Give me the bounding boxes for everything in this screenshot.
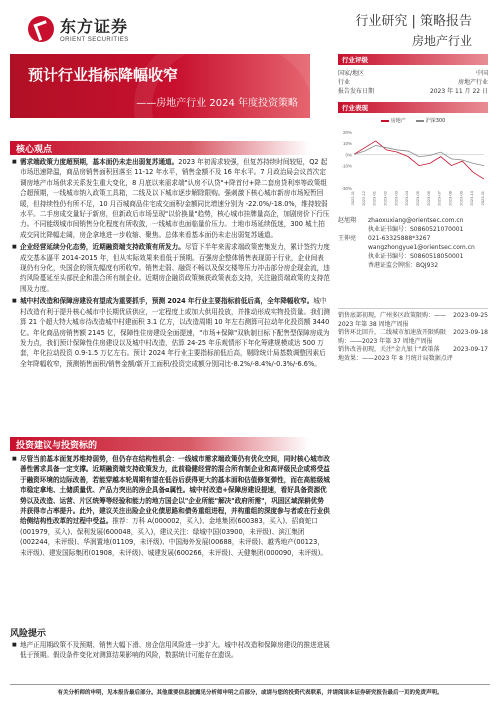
section-core-heading: 核心观点 bbox=[10, 141, 310, 155]
x-tick-label: 2023-04 bbox=[404, 191, 410, 206]
info-row: 国家/地区 中国 bbox=[338, 70, 488, 77]
related-report-item[interactable]: 购：——2023 年第 37 周地产周报 bbox=[338, 337, 433, 345]
x-tick-label: 2023-08 bbox=[447, 191, 453, 206]
report-subtitle: ——房地产行业 2024 年度投资策略 bbox=[136, 98, 298, 109]
y-tick-label: -10% bbox=[341, 163, 352, 169]
chart-legend bbox=[338, 117, 488, 124]
y-tick-label: 10% bbox=[342, 141, 352, 147]
footer-divider bbox=[10, 684, 490, 685]
logo-mark-icon bbox=[28, 16, 54, 42]
report-type: 行业研究 | 策略报告 bbox=[355, 14, 472, 29]
advice-paragraph: ■ 尽管当前基本面复苏维持弱势，但仍存在结构性机会：一线城市需求端政策仍有优化空间，同时核心城市改善性需求具备一定支撑。近期融资端支持政策发力，此前稳健经营的混合所有制企业和高评级民企或将受益于融资环境的边际改善，若能穿越本轮周期有望在低谷后获得更大的基本面和估值修复弹性，而在高能级城市稳定拿地、土储质量优、产品力突出的房企具备α属性。城中村改造+保障房建设提速，看好具备资源优势以及改造、运营、片区统筹等经验和能力的地方国企以"企业所能"解决"政府所需"，巩固区域深耕优势并获得市占率提升。此外，建议关注出险企业化债思路和债务重组进程，并构重组的深度参与者或在行业供给侧结构性改革的过程中受益。推荐：万科 A(000002，买入)、金地集团(600383，买入)、招商蛇口(001979，买入)、保利发展(600048，买入)，建议关注：绿城中国(03900，未评级)、滨江集团(002244，未评级)、华润置地(01109，未评级)、中国海外发展(00688，未评级)、越秀地产(00123，未评级)、建发国际集团(01908，未评级)、城建发展(600266，未评级)、天健集团(000090，未评级)。 bbox=[12, 454, 330, 558]
report-title: 预计行业指标降幅收窄 bbox=[28, 66, 179, 84]
logo-en: ORIENT SECURITIES bbox=[60, 37, 129, 43]
core-paragraph-2: ■ 企业经营延续分化态势，近期融资端支持政策有所发力。尽管下半年来需求端政策密集发力，累计签约力度成交基本逼平 2014-2015 年，但从实际效果来看低于预期。百强房企整体销售表现弱于行业，企业间表现仍有分化，央国企的领先幅度有所收窄。销售走弱、融资不畅以及保交楼等压力冲击部分房企现金流，违约风险蔓延至头部民企和混合所有制企业。近期房企融资政策频获政策表态支持，关注融资端政策的支持范围及力度。 bbox=[12, 242, 330, 294]
performance-chart bbox=[338, 128, 488, 210]
x-tick-label: 2023-03 bbox=[393, 191, 399, 206]
rating-heading: 行业评级 bbox=[338, 54, 488, 65]
x-tick-label: 2022-11 bbox=[350, 191, 355, 206]
related-report-item[interactable]: 地效果：——2023 年 8 月统计局数据点评 bbox=[338, 354, 453, 362]
company-logo bbox=[28, 14, 129, 43]
related-report-item[interactable]: 2023 年第 38 周地产周报 bbox=[338, 320, 409, 328]
analyst-name: 王伸亮 bbox=[338, 235, 357, 242]
analyst-block bbox=[338, 216, 488, 270]
risk-text bbox=[12, 640, 330, 661]
core-text bbox=[12, 157, 330, 369]
risk-heading: 风险提示 bbox=[10, 629, 47, 639]
analyst-name: 赵旭翔 bbox=[338, 217, 357, 224]
footer-disclaimer: 有关分析师的申明，见本报告最后部分。其他重要信息披露见分析师申明之后部分，或请与您的投资代表联系，并请阅读本证券研究报告最后一页的免责声明。 bbox=[57, 690, 443, 696]
x-tick-label: 2022-12 bbox=[360, 191, 366, 206]
performance-heading: 行业表现 bbox=[338, 102, 488, 113]
core-paragraph-1: ■ 需求端政策力度超预期，基本面仍未走出弱复苏通道。2023 年初需求较强，但复苏持续时间较短，Q2 起市场迅速降温，商品房销售面积回落至 11-12 年水平，销售金额不及 16 年水平。7 月政治局会议首次定调房地产市场供求关系发生重大变化，8 月底以来需求端"认房不认贷"+降首付+降二套房贷利率等政策组合超预期，一线城市纳入政策工具箱，二线及以下城市逐步解除限购。强刺激下核心城市新房市场短暂回暖，但持续性仍有所不足，10 月百城商品住宅成交面积/金额同比增速分别为 -22.0%/-18.0%，维持较弱水平。二手房成交量好于新房，但新政后市场呈现"以价换量"趋势，核心城市挂牌量高企，加剧房价下行压力。不同能级城市间销售分化程度有所收敛，一线城市也面临量价压力。土地市场延续低迷，300 城土拍成交同比降幅走阔，房企拿地进一步收缩、聚焦。总体来看基本面仍未走出弱复苏通道。 bbox=[12, 157, 330, 240]
y-tick-label: 20% bbox=[342, 130, 352, 135]
x-tick-label: 2023-10 bbox=[469, 191, 475, 206]
related-report-item[interactable]: 销售底部初现，广州多区政策限购：—— 2023-09-25 bbox=[338, 312, 488, 319]
analyst-email[interactable]: zhaoxuxiang@orientsec.com.cn bbox=[368, 217, 464, 224]
risk-paragraph: ■ 地产正用期政策不及预期、销售大幅下滑、房企信用风险进一步扩大。城中村改造和保障房建设的推进进展低于预期。假设条件变化对测算结果影响的风险，数据统计可能存在遗误。 bbox=[12, 640, 330, 661]
analyst-phone: 021-63325888*3267 bbox=[368, 235, 431, 242]
core-paragraph-3: ■ 城中村改造和保障房建设有望成为重要抓手，预测 2024 年行业主要指标前低后高，全年降幅收窄。城中村改造有利于提升核心城市中长期优质供应，一定程度上或加大供用投放，并推动形成实物投资量。我们测算 21 个超大特大城市待改造城中村建面积 3.1 亿方，以改造周期 10 年左右测算可拉动年化投资额 3440 亿。年化商品房销售额 2145 亿，保障性住房建设全面提速，"市场+保障"双轨制目标下配售型保障房成为发力点，我们预计保障性住房建设以及城中村改造，估算 24-25 年乐观情形下年化筹建规模或达 500 万套，年化拉动投资 0.9-1.5 万亿左右。预计 2024 年行业主要指标前低后高，剔除统计局基数调整因素后全年降幅收窄，预测销售面积/销售金额/新开工面积/投资完成额分别同比-8.2%/-8.4%/-0.3%/-6.6%。 bbox=[12, 296, 330, 369]
x-tick-label: 2023-05 bbox=[415, 191, 420, 206]
report-header bbox=[355, 10, 472, 49]
industry-name: 房地产行业 bbox=[411, 34, 472, 48]
section-advice-heading: 投资建议与投资标的 bbox=[10, 437, 310, 451]
related-reports bbox=[338, 308, 488, 364]
y-tick-label: -30% bbox=[341, 186, 352, 191]
related-report-item[interactable]: 销售改善初现，关注"金九银十"政策落 2023-09-17 bbox=[338, 346, 488, 354]
x-tick-label: 2023-09 bbox=[458, 191, 464, 206]
x-tick-label: 2023-07 bbox=[436, 191, 442, 206]
info-row: 报告发布日期 2023 年 11 月 22 日 bbox=[338, 88, 488, 95]
analyst-email[interactable]: wangzhongyue1@orientsec.com.cn bbox=[368, 244, 475, 251]
performance-chart-svg bbox=[338, 128, 488, 210]
y-tick-label: 0% bbox=[345, 152, 352, 158]
analyst-cert: 执业证书编号：S0860518050001 bbox=[368, 253, 464, 260]
title-banner bbox=[10, 54, 310, 118]
sidebar bbox=[338, 54, 488, 364]
legend-item-csi300: 沪深300 bbox=[416, 117, 446, 124]
logo-cn: 东方证券 bbox=[60, 17, 129, 36]
series-line-1 bbox=[354, 145, 484, 165]
info-row: 行业 房地产行业 bbox=[338, 79, 488, 86]
x-tick-label: 2023-01 bbox=[371, 191, 377, 206]
related-report-item[interactable]: 销售环比回升，二线城市加速放开限购限 2023-09-18 bbox=[338, 329, 488, 337]
x-tick-label: 2023-06 bbox=[425, 191, 431, 206]
x-tick-label: 2023-11 bbox=[480, 191, 485, 206]
legend-item-property: 房地产 bbox=[381, 117, 406, 124]
analyst-license: 香港证监会牌照：BQJ932 bbox=[368, 262, 439, 269]
analyst-cert: 执业证书编号：S0860521070001 bbox=[368, 226, 464, 233]
x-tick-label: 2023-02 bbox=[382, 191, 388, 206]
advice-text bbox=[12, 454, 330, 558]
